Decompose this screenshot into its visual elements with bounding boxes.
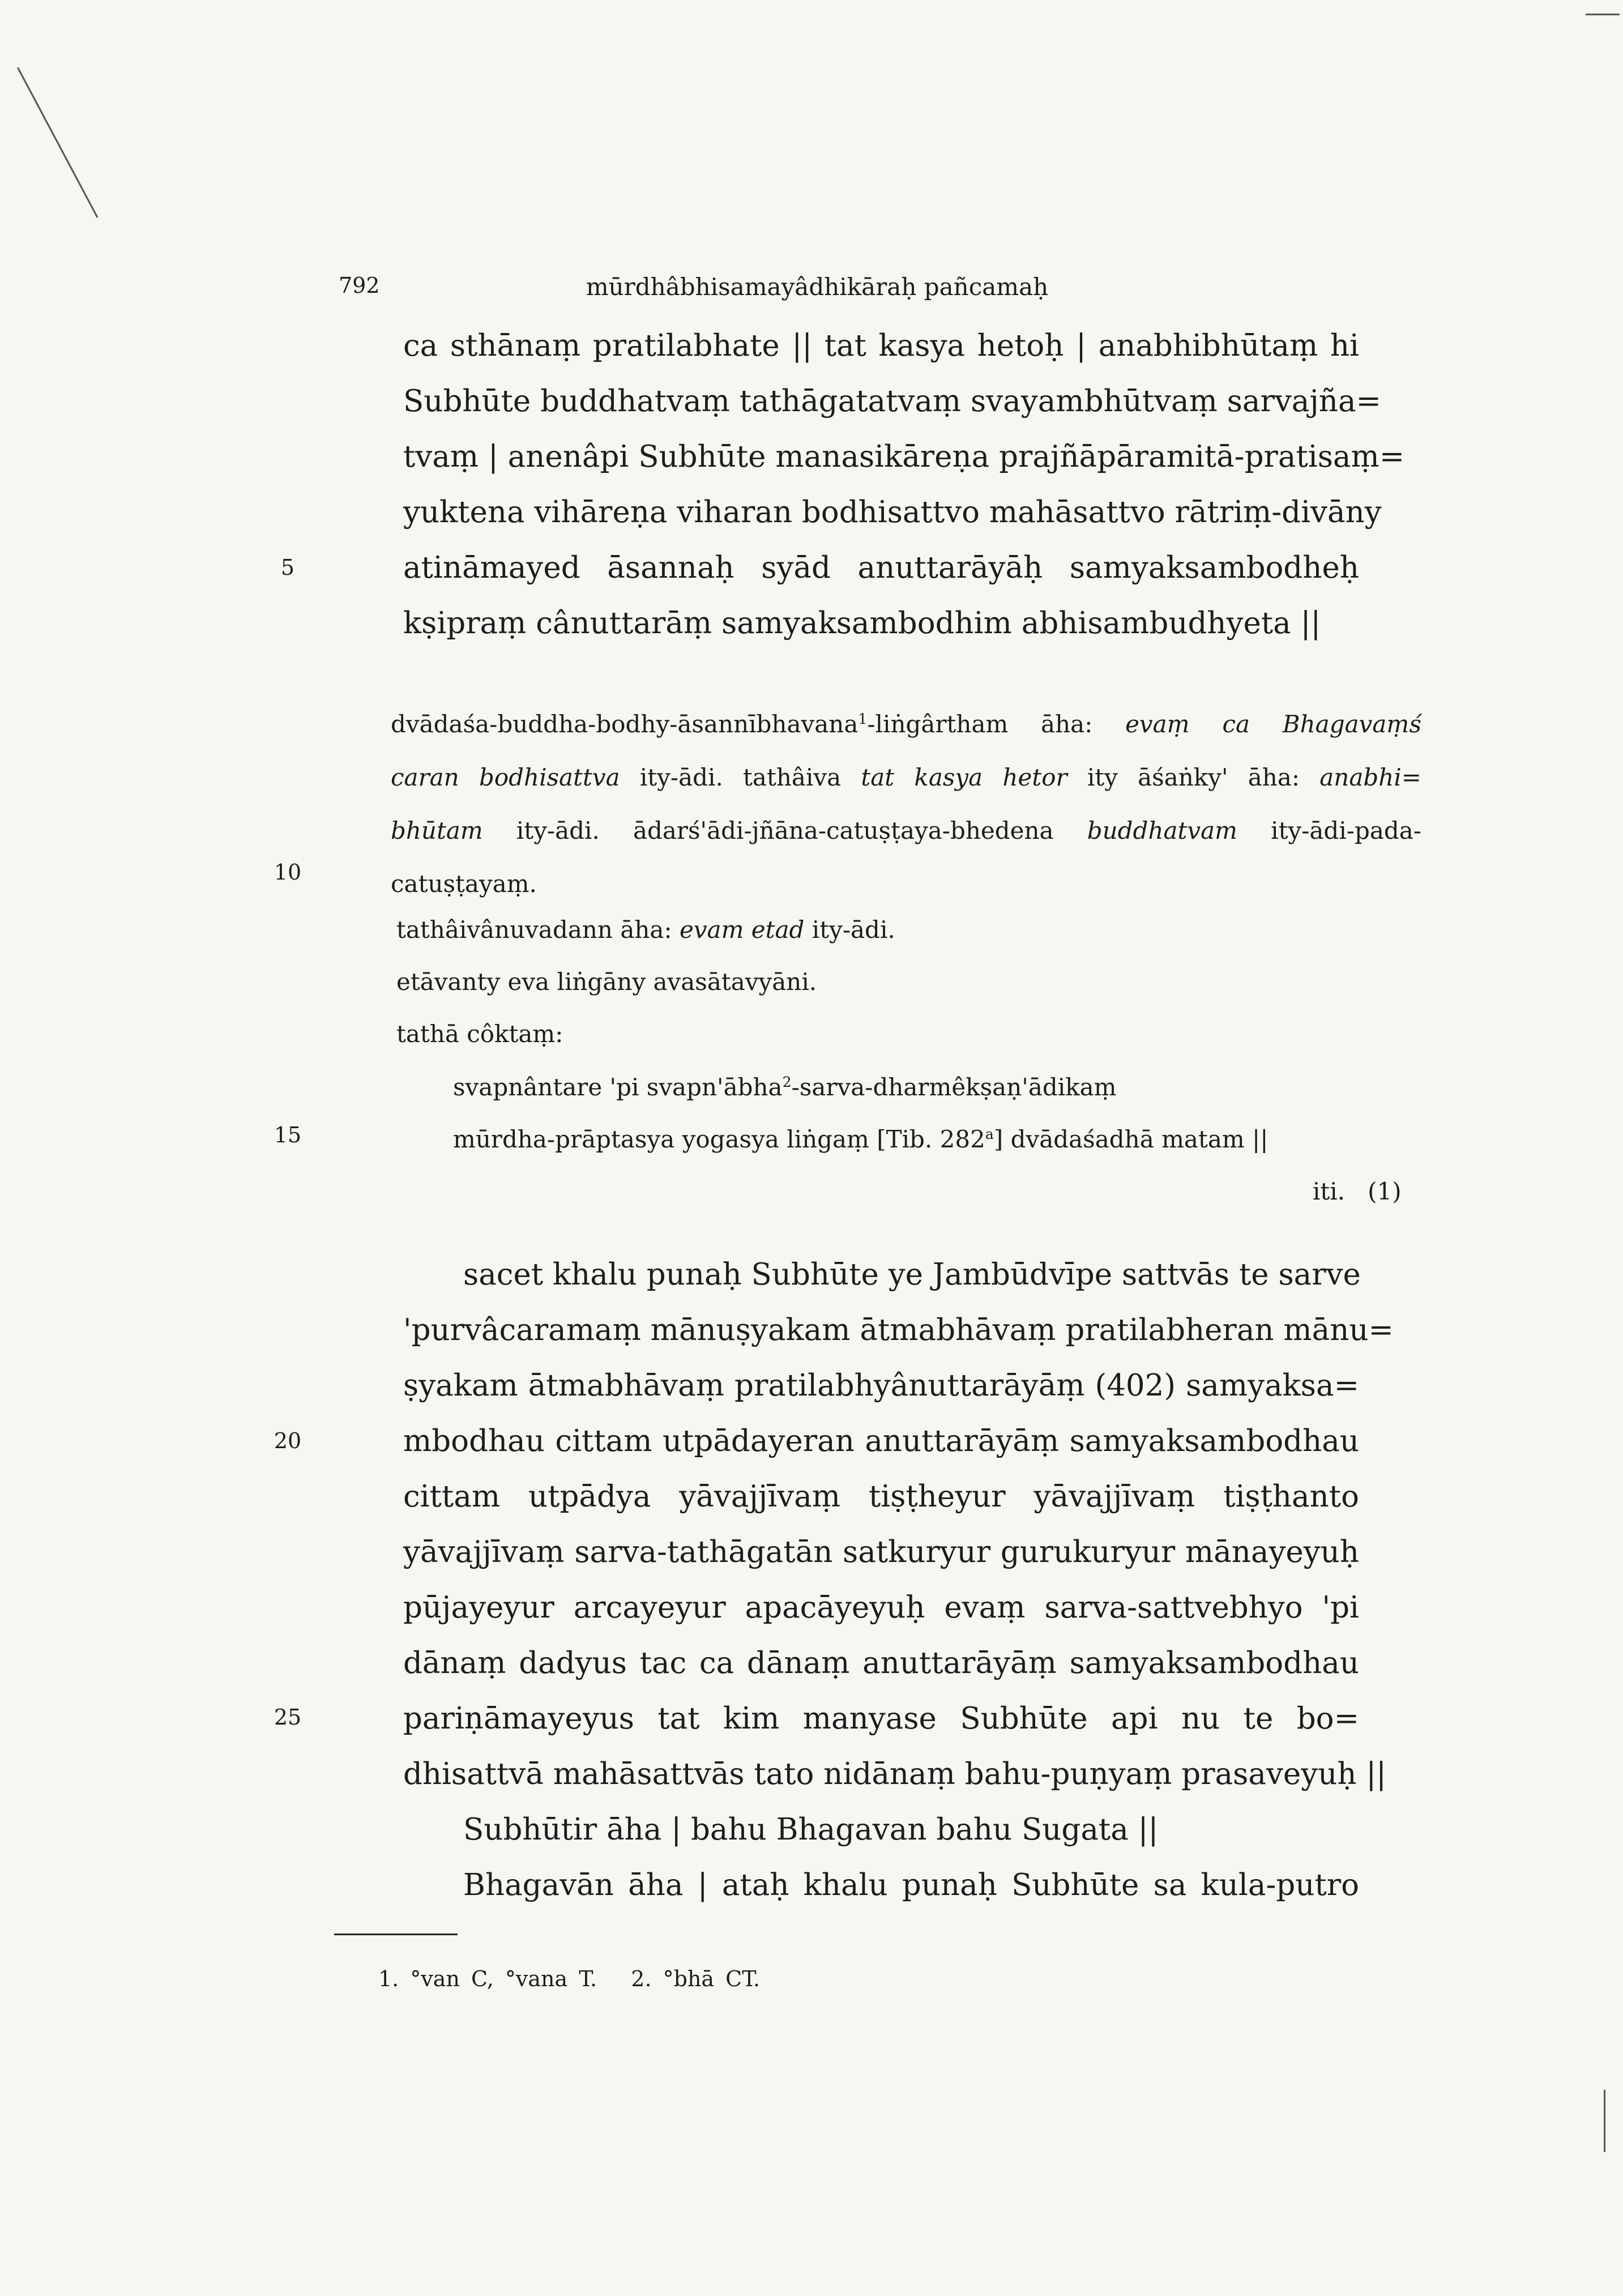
verse-line-2: mūrdha-prāptasya yogasya liṅgaṃ [Tib. 282$^a$] dvādaśadhā matam || — [453, 1125, 1268, 1153]
main-bottom-line-4: mbodhau cittam utpādayeran anuttarāyāṃ samyaksambodhau — [403, 1424, 1359, 1458]
main-bottom-line-2: 'purvâcaramaṃ mānuṣyakam ātmabhāvaṃ pratilabheran mānu= — [403, 1313, 1394, 1347]
footnote-ref-1: 1 — [858, 711, 868, 727]
commentary-line-5: tathâivânuvadann āha: evam etad ity-ādi. — [396, 916, 895, 944]
line-number-10: 10 — [274, 860, 302, 885]
footnotes: 1. °van C, °vana T. 2. °bhā CT. — [378, 1966, 761, 1991]
main-bottom-line-10: dhisattvā mahāsattvās tato nidānaṃ bahu-puṇyaṃ prasaveyuḥ || — [403, 1757, 1387, 1791]
commentary-line-7: tathā côktaṃ: — [396, 1020, 563, 1048]
main-line-5: atināmayed āsannaḥ syād anuttarāyāḥ samyaksambodheḥ — [403, 550, 1359, 585]
main-line-3: tvaṃ | anenâpi Subhūte manasikāreṇa prajñāpāramitā-pratisaṃ= — [403, 439, 1405, 474]
line-number-5: 5 — [280, 555, 295, 580]
main-bottom-line-8: dānaṃ dadyus tac ca dānaṃ anuttarāyāṃ samyaksambodhau — [403, 1646, 1359, 1680]
footnote-ref-2: 2 — [782, 1074, 792, 1090]
line-number-20: 20 — [274, 1428, 302, 1453]
commentary-line-6: etāvanty eva liṅgāny avasātavyāni. — [396, 968, 817, 996]
main-line-2: Subhūte buddhatvaṃ tathāgatatvaṃ svayambhūtvaṃ sarvajña= — [403, 384, 1381, 419]
main-bottom-line-12: Bhagavān āha | ataḥ khalu punaḥ Subhūte sa kula-putro — [463, 1868, 1359, 1902]
main-line-6: kṣipraṃ cânuttarāṃ samyaksambodhim abhisambudhyeta || — [403, 606, 1321, 641]
main-bottom-line-1: sacet khalu punaḥ Subhūte ye Jambūdvīpe sattvās te sarve — [463, 1257, 1361, 1292]
scan-mark-top-left — [17, 67, 98, 218]
iti-marker: iti. (1) — [1313, 1177, 1402, 1205]
verse-line-1: svapnântare 'pi svapn'ābha$^2$-sarva-dharmêkṣaṇ'ādikaṃ — [453, 1073, 1117, 1101]
main-bottom-line-11: Subhūtir āha | bahu Bhagavan bahu Sugata || — [463, 1812, 1159, 1847]
commentary-line-4: catuṣṭayaṃ. — [391, 870, 537, 898]
scan-mark-right — [1604, 2090, 1605, 2152]
main-bottom-line-3: ṣyakam ātmabhāvaṃ pratilabhyânuttarāyāṃ (402) samyaksa= — [403, 1368, 1359, 1403]
main-line-4: yuktena vihāreṇa viharan bodhisattvo mahāsattvo rātriṃ-divāny — [403, 495, 1382, 530]
main-line-1: ca sthānaṃ pratilabhate || tat kasya hetoḥ | anabhibhūtaṃ hi — [403, 328, 1359, 363]
commentary-line-2: caran bodhisattva ity-ādi. tathâiva tat kasya hetor ity āśaṅky' āha: anabhi= — [391, 763, 1421, 791]
main-bottom-line-5: cittam utpādya yāvajjīvaṃ tiṣṭheyur yāvajjīvaṃ tiṣṭhanto — [403, 1479, 1359, 1514]
main-bottom-line-6: yāvajjīvaṃ sarva-tathāgatān satkuryur gurukuryur mānayeyuḥ — [403, 1535, 1359, 1569]
commentary-line-1: dvādaśa-buddha-bodhy-āsannībhavana$^1$-liṅgârtham āha: evaṃ ca Bhagavaṃś — [391, 710, 1421, 738]
line-number-15: 15 — [274, 1123, 302, 1147]
line-number-25: 25 — [274, 1705, 302, 1730]
commentary-line-3: bhūtam ity-ādi. ādarś'ādi-jñāna-catuṣṭaya-bhedena buddhatvam ity-ādi-pada- — [391, 817, 1421, 844]
footnote-rule — [334, 1934, 458, 1935]
main-bottom-line-7: pūjayeyur arcayeyur apacāyeyuḥ evaṃ sarva-sattvebhyo 'pi — [403, 1590, 1359, 1625]
running-title: mūrdhâbhisamayâdhikāraḥ pañcamaḥ — [586, 273, 1049, 301]
main-bottom-line-9: pariṇāmayeyus tat kim manyase Subhūte api nu te bo= — [403, 1701, 1359, 1736]
scan-mark-top-right — [1586, 14, 1620, 15]
page-number: 792 — [339, 273, 380, 298]
